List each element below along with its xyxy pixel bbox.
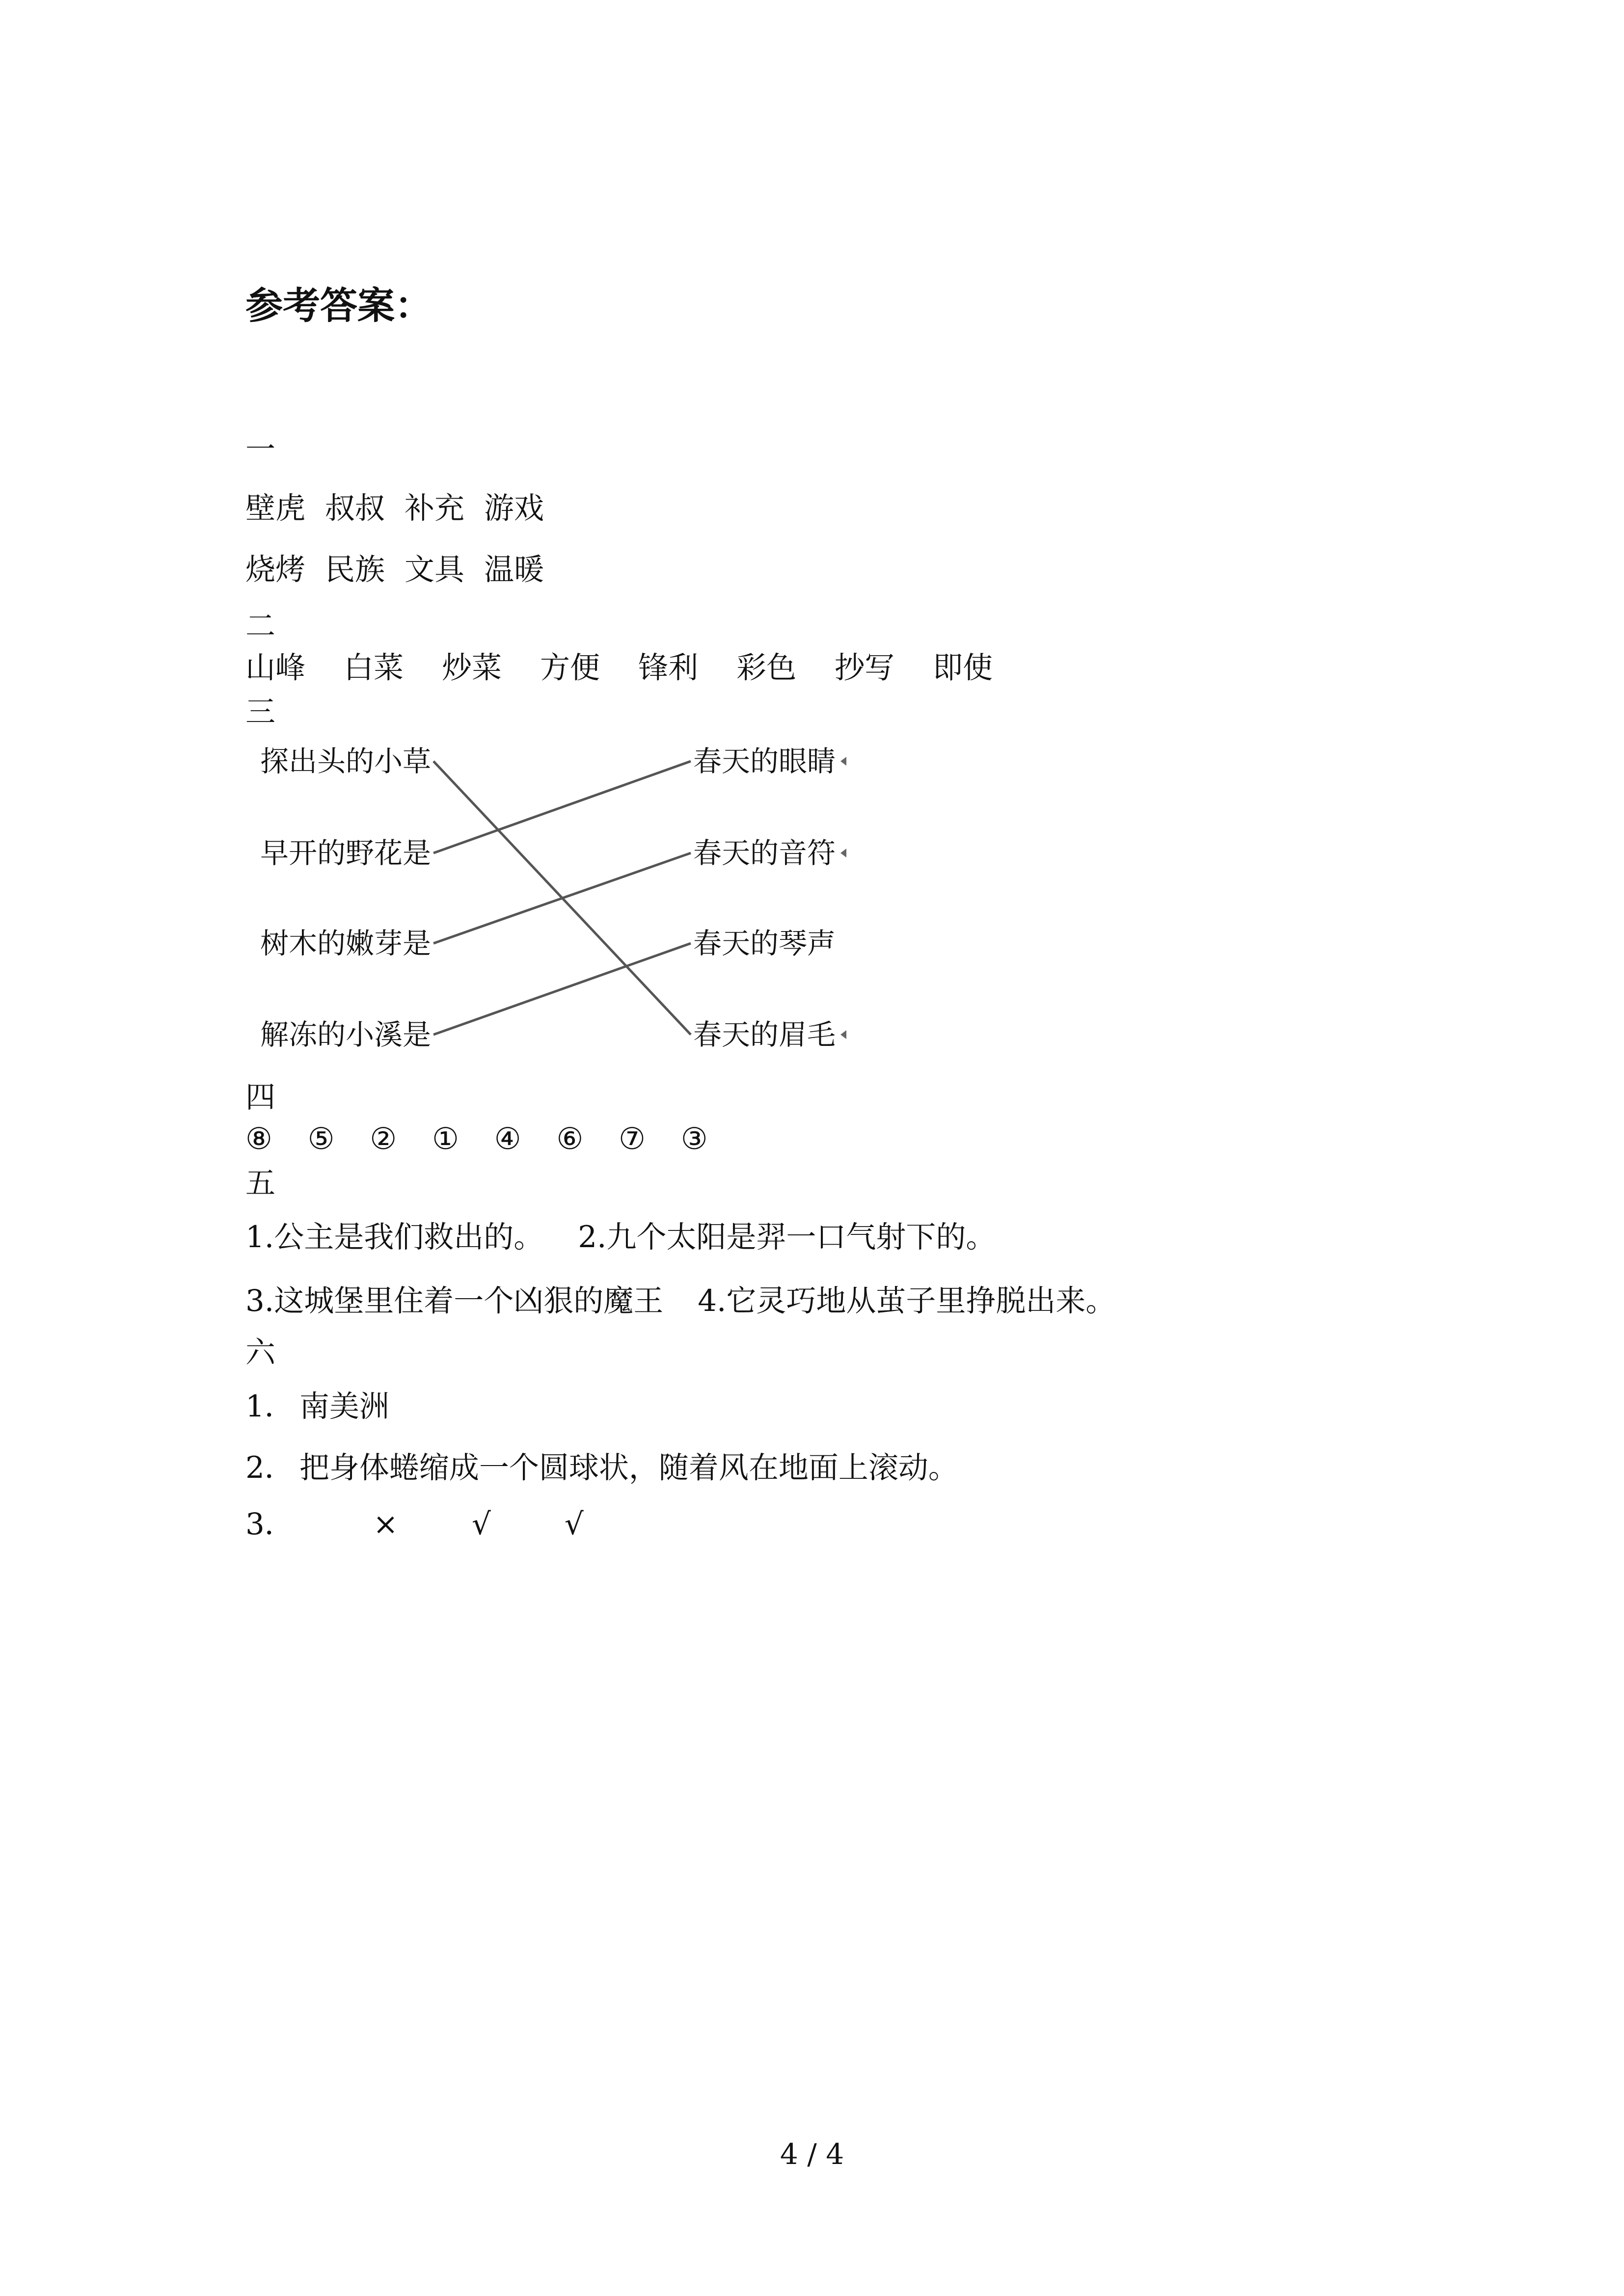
order-item: ④ bbox=[494, 1121, 521, 1156]
order-item: ② bbox=[370, 1121, 397, 1156]
sentence: 1.公主是我们救出的。 bbox=[245, 1220, 544, 1255]
section-5-number: 五 bbox=[245, 1166, 276, 1201]
answer-heading: 参考答案： bbox=[245, 284, 432, 327]
check-mark: √ bbox=[564, 1507, 584, 1542]
section-3-number: 三 bbox=[245, 694, 276, 729]
order-item: ③ bbox=[680, 1121, 708, 1156]
section-1-number: 一 bbox=[245, 432, 276, 467]
match-left-item: 解冻的小溪是 bbox=[260, 1018, 432, 1051]
section-4-order bbox=[245, 1121, 708, 1156]
sentence: 2.九个太阳是羿一口气射下的。 bbox=[578, 1220, 996, 1255]
word: 烧烤 bbox=[245, 552, 306, 587]
match-left-item: 早开的野花是 bbox=[260, 836, 432, 870]
word: 炒菜 bbox=[442, 650, 502, 685]
word: 山峰 bbox=[245, 650, 306, 685]
word: 方便 bbox=[540, 650, 600, 685]
word: 即使 bbox=[933, 650, 993, 685]
section-5-line-2 bbox=[245, 1283, 1116, 1318]
arrowhead-icon bbox=[840, 849, 846, 857]
match-right-item: 春天的音符 bbox=[693, 836, 836, 870]
word: 民族 bbox=[325, 552, 385, 587]
word: 抄写 bbox=[835, 650, 895, 685]
word: 彩色 bbox=[736, 650, 797, 685]
match-line bbox=[433, 761, 691, 853]
order-item: ⑤ bbox=[307, 1121, 335, 1156]
page-number: 4 / 4 bbox=[780, 2137, 844, 2171]
section-1-line-2 bbox=[245, 552, 544, 587]
match-line bbox=[433, 853, 691, 943]
section-6-answer-3 bbox=[245, 1507, 584, 1542]
arrowhead-icon bbox=[840, 1030, 846, 1039]
answer-text: 把身体蜷缩成一个圆球状，随着风在地面上滚动。 bbox=[299, 1450, 958, 1485]
check-mark: √ bbox=[471, 1507, 491, 1542]
order-item: ⑧ bbox=[245, 1121, 272, 1156]
section-6-answer-1 bbox=[245, 1389, 389, 1424]
arrowhead-icon bbox=[840, 757, 846, 766]
section-1-line-1 bbox=[245, 491, 544, 526]
word: 游戏 bbox=[484, 491, 544, 526]
cross-mark: × bbox=[373, 1507, 398, 1542]
matching-diagram bbox=[245, 736, 864, 1070]
sentence: 3.这城堡里住着一个凶狠的魔王 bbox=[245, 1283, 664, 1318]
section-6-answer-2 bbox=[245, 1450, 958, 1485]
section-2-words bbox=[245, 650, 993, 685]
word: 叔叔 bbox=[325, 491, 385, 526]
match-right-item: 春天的琴声 bbox=[693, 927, 836, 960]
word: 锋利 bbox=[638, 650, 699, 685]
word: 补充 bbox=[405, 491, 465, 526]
match-left-item: 树木的嫩芽是 bbox=[260, 927, 432, 960]
answer-text: 南美洲 bbox=[299, 1389, 389, 1424]
section-6-number: 六 bbox=[245, 1335, 276, 1370]
match-right-item: 春天的眉毛 bbox=[693, 1018, 836, 1051]
word: 白菜 bbox=[344, 650, 404, 685]
item-number: 1． bbox=[245, 1389, 295, 1424]
section-2-number: 二 bbox=[245, 609, 276, 643]
section-5-line-1 bbox=[245, 1220, 996, 1255]
word: 文具 bbox=[405, 552, 465, 587]
match-line bbox=[433, 943, 691, 1035]
section-4-number: 四 bbox=[245, 1080, 276, 1115]
word: 壁虎 bbox=[245, 491, 306, 526]
order-item: ① bbox=[432, 1121, 459, 1156]
order-item: ⑦ bbox=[619, 1121, 646, 1156]
order-item: ⑥ bbox=[556, 1121, 584, 1156]
word: 温暖 bbox=[484, 552, 544, 587]
match-right-item: 春天的眼睛 bbox=[693, 745, 836, 778]
item-number: 3． bbox=[245, 1507, 295, 1542]
sentence: 4.它灵巧地从茧子里挣脱出来。 bbox=[698, 1283, 1116, 1318]
match-left-item: 探出头的小草 bbox=[260, 745, 432, 778]
item-number: 2． bbox=[245, 1450, 295, 1485]
